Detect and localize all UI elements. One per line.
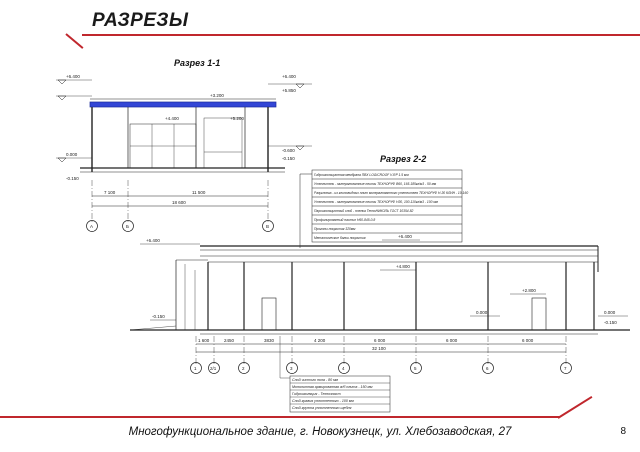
level-mark: +2.800 (522, 288, 536, 293)
level-mark: +6.400 (282, 74, 296, 79)
dimension: 6 000 (522, 338, 534, 343)
level-mark: 0.000 (476, 310, 488, 315)
axis-label: 2/1 (210, 366, 217, 371)
level-mark: -0.150 (152, 314, 165, 319)
dimension: 11 500 (192, 190, 206, 195)
page-number: 8 (620, 426, 626, 437)
legend-row: Металлические балки покрытия (314, 236, 366, 240)
legend-row: Профилированный настил Н60-845-0.8 (314, 218, 376, 222)
axis-label: 3 (290, 366, 293, 371)
level-mark: -0.600 (282, 148, 295, 153)
axis-label: В (266, 224, 270, 229)
axis-label: 5 (414, 366, 417, 371)
axis-label: 7 (564, 366, 567, 371)
dimension: 1 600 (198, 338, 210, 343)
level-mark: +5.850 (282, 88, 296, 93)
footer-caption: Многофункциональное здание, г. Новокузнецк, ул. Хлебозаводская, 27 (128, 426, 512, 438)
section-2-drawing (130, 240, 630, 412)
section-1-title: Разрез 1-1 (174, 58, 221, 68)
axis-label: А (90, 224, 94, 229)
section-1-roof (90, 102, 276, 107)
section-2-annotations (146, 234, 617, 371)
level-mark: 0.000 (66, 152, 78, 157)
dimension: 6 000 (446, 338, 458, 343)
level-mark: +6.400 (66, 74, 80, 79)
floor-legend-row: Гидроизоляция - Техноэласт (292, 392, 341, 396)
dimension: 3830 (264, 338, 275, 343)
level-mark: +6.400 (146, 238, 160, 243)
level-mark: +3.200 (210, 93, 224, 98)
legend-row: Гидроизоляционная мембрана ПВХ LOGICROOF V-RP 1.5 мм (314, 173, 409, 177)
level-mark: +4.800 (396, 264, 410, 269)
dimension: 32 100 (372, 346, 386, 351)
level-mark: 0.000 (604, 310, 616, 315)
legend-row: Прогоны покрытия 320мм (314, 227, 356, 231)
dimension: 6 000 (374, 338, 386, 343)
section-2-door (262, 298, 276, 330)
section-2-door (532, 298, 546, 330)
level-mark: +4.400 (165, 116, 179, 121)
level-mark: -0.150 (282, 156, 295, 161)
axis-label: 4 (342, 366, 345, 371)
dimension: 2450 (224, 338, 235, 343)
dimension: 18 600 (172, 200, 186, 205)
axis-label: Б (126, 224, 129, 229)
level-mark: +5.200 (230, 116, 244, 121)
legend-row: Разуклонка - из клиновидных плит минераловатного утеплителя ТЕХНОРУФ Н-30 КЛИН - 10-160 (314, 191, 469, 195)
section-2-title: Разрез 2-2 (380, 154, 427, 164)
roof-legend-text (314, 173, 468, 240)
legend-row: Пароизоляционный слой - пленка ТехноНИКОЛЬ ГОСТ 10354-82 (314, 209, 414, 213)
axis-label: 1 (194, 366, 197, 371)
axis-label: 6 (486, 366, 489, 371)
axis-label: 2 (242, 366, 245, 371)
legend-row: Утеплитель - минераловатные плиты ТЕХНОРУФ Н30, 100-110кг/м3 - 100 мм (314, 200, 438, 204)
level-mark: +6.400 (398, 234, 412, 239)
dimension: 7 100 (104, 190, 116, 195)
level-mark: -0.150 (604, 320, 617, 325)
level-mark: -0.150 (66, 176, 79, 181)
dimension: 4 200 (314, 338, 326, 343)
floor-legend-row: Слой гравия уплотненного - 100 мм (292, 399, 354, 403)
section-1-drawing (56, 80, 312, 232)
floor-legend-row: Монолитная армированная ж/б плита - 150 мм (292, 385, 373, 389)
floor-legend-row: Слой чистого пола - 80 мм (292, 378, 338, 382)
legend-row: Утеплитель - минераловатные плиты ТЕХНОРУФ В60, 165-185кг/м3 - 50 мм (314, 182, 437, 186)
footer-accent-line (0, 416, 560, 418)
floor-legend-row: Слой грунта уплотненного щебня (292, 406, 352, 410)
page-title: РАЗРЕЗЫ (92, 10, 189, 31)
